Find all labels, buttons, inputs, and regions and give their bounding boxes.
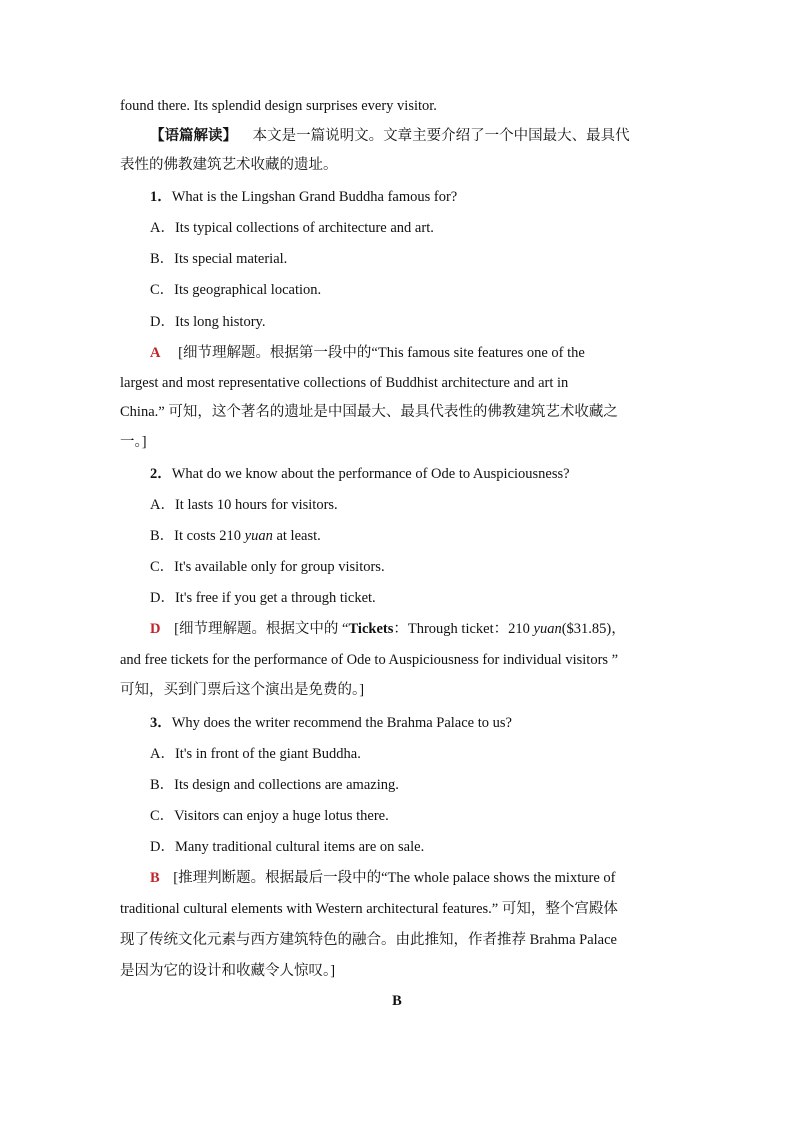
question-text: Why does the writer recommend the Brahma Palace to us? [171, 715, 512, 731]
q2-explanation-line-3: 可知，买到门票后这个演出是免费的。] [120, 682, 365, 698]
summary-text-1: 本文是一篇说明文。文章主要介绍了一个中国最大、最具代 [252, 128, 630, 144]
explanation-text-post: ($31.85)， [561, 621, 626, 637]
option-text-post: at least. [272, 528, 321, 544]
q2-option-a: A．It lasts 10 hours for visitors. [150, 497, 338, 513]
option-text-em: yuan [244, 528, 273, 544]
q1-option-b: B．Its special material. [150, 251, 288, 267]
explanation-text-pre: [细节理解题。根据文中的 “ [174, 621, 349, 637]
option-text-pre: B．It costs 210 [150, 528, 245, 544]
q1-option-c: C．Its geographical location. [150, 282, 322, 298]
question-text: What do we know about the performance of Ode to Auspiciousness? [171, 466, 570, 482]
question-number: 3． [150, 715, 172, 731]
q3-option-a: A．It's in front of the giant Buddha. [150, 746, 361, 762]
q1-explanation-line-3: China.” 可知，这个著名的遗址是中国最大、最具代表性的佛教建筑艺术收藏之 [120, 404, 618, 420]
q1-explanation-line-4: 一。] [120, 434, 147, 450]
question-2-stem [150, 464, 675, 484]
answer-letter: B [150, 870, 160, 886]
q1-explanation-line-2: largest and most representative collections of Buddhist architecture and art in [120, 375, 569, 391]
answer-letter: A [150, 345, 161, 361]
explanation-text: [细节理解题。根据第一段中的“This famous site features one of the [178, 345, 585, 361]
q1-option-a: A．Its typical collections of architecture and art. [150, 220, 434, 236]
q2-option-d: D．It's free if you get a through ticket. [150, 590, 376, 606]
explanation-text-em: yuan [533, 621, 562, 637]
q3-explanation-line-2: traditional cultural elements with Western architectural features.” 可知，整个宫殿体 [120, 901, 618, 917]
q3-option-d: D．Many traditional cultural items are on sale. [150, 839, 425, 855]
q3-option-c: C．Visitors can enjoy a huge lotus there. [150, 808, 389, 824]
q2-option-c: C．It's available only for group visitors. [150, 559, 385, 575]
q2-option-b [150, 526, 675, 546]
explanation-text: [推理判断题。根据最后一段中的“The whole palace shows the mixture of [173, 870, 616, 886]
summary-line-2: 表性的佛教建筑艺术收藏的遗址。 [120, 157, 338, 173]
q1-option-d: D．Its long history. [150, 314, 266, 330]
summary-label: 【语篇解读】 [150, 128, 237, 144]
q1-explanation-line-1 [150, 343, 675, 363]
question-number: 2． [150, 466, 172, 482]
q2-explanation-line-1 [150, 619, 675, 639]
summary-line-1 [150, 126, 675, 146]
explanation-text-mid: ：Through ticket：210 [393, 621, 534, 637]
question-1-stem [150, 187, 675, 207]
q3-option-b: B．Its design and collections are amazing. [150, 777, 399, 793]
explanation-text-bold: Tickets [348, 621, 394, 637]
section-label: B [392, 993, 402, 1009]
question-3-stem [150, 713, 675, 733]
q2-explanation-line-2: and free tickets for the performance of Ode to Auspiciousness for individual visitors ” [120, 652, 619, 668]
question-text: What is the Lingshan Grand Buddha famous for? [171, 189, 458, 205]
intro-line: found there. Its splendid design surprises every visitor. [120, 98, 437, 114]
q3-explanation-line-3: 现了传统文化元素与西方建筑特色的融合。由此推知，作者推荐 Brahma Palace [120, 932, 617, 948]
q3-explanation-line-1 [150, 868, 675, 888]
answer-letter: D [150, 621, 161, 637]
question-number: 1． [150, 189, 172, 205]
q3-explanation-line-4: 是因为它的设计和收藏令人惊叹。] [120, 963, 336, 979]
